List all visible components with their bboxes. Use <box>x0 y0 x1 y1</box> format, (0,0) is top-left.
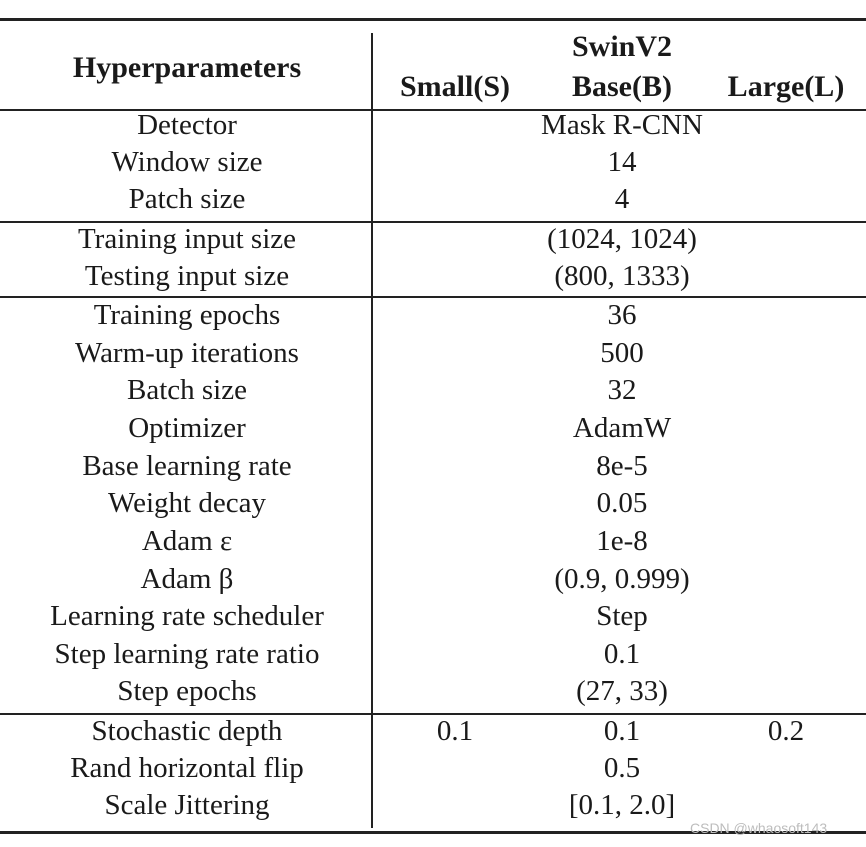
row-value: Mask R-CNN <box>541 109 703 141</box>
row-name: Weight decay <box>108 487 266 519</box>
header-base: Base(B) <box>572 70 672 103</box>
row-value-base: 0.1 <box>603 715 641 747</box>
row-value: [0.1, 2.0] <box>568 789 676 821</box>
row-value: 14 <box>607 146 637 178</box>
watermark: CSDN @whaosoft143 <box>690 820 828 836</box>
row-name: Training epochs <box>93 299 281 331</box>
row-value: Step <box>596 600 648 632</box>
row-name: Stochastic depth <box>91 715 283 747</box>
row-value-small: 0.1 <box>436 715 474 747</box>
row-value: 0.05 <box>596 487 648 519</box>
row-name: Base learning rate <box>82 450 292 482</box>
row-value: 0.5 <box>603 752 641 784</box>
row-value: 4 <box>614 183 630 215</box>
row-name: Patch size <box>128 183 246 215</box>
row-name: Testing input size <box>84 260 290 292</box>
row-name: Step learning rate ratio <box>54 638 320 670</box>
row-name: Learning rate scheduler <box>50 600 324 632</box>
row-name: Window size <box>111 146 263 178</box>
row-value: (27, 33) <box>576 675 668 707</box>
row-value: (0.9, 0.999) <box>554 563 690 595</box>
row-value: AdamW <box>572 412 672 444</box>
row-name: Adam ε <box>141 525 233 557</box>
row-name: Detector <box>137 109 237 141</box>
row-value: (1024, 1024) <box>547 223 697 255</box>
row-name: Training input size <box>77 223 297 255</box>
row-value-large: 0.2 <box>767 715 805 747</box>
column-divider <box>371 33 373 828</box>
row-name: Optimizer <box>128 412 246 444</box>
row-name: Warm-up iterations <box>75 337 299 369</box>
header-hyperparameters: Hyperparameters <box>72 51 302 84</box>
header-rule <box>0 109 866 111</box>
row-value: 36 <box>607 299 637 331</box>
header-small: Small(S) <box>399 70 511 103</box>
row-value: 1e-8 <box>596 525 648 557</box>
table-top-rule <box>0 18 866 21</box>
row-name: Adam β <box>140 563 234 595</box>
header-swinv2: SwinV2 <box>571 30 673 63</box>
row-name: Step epochs <box>117 675 257 707</box>
row-name: Rand horizontal flip <box>70 752 304 784</box>
row-value: 32 <box>607 374 637 406</box>
row-value: 0.1 <box>603 638 641 670</box>
row-name: Batch size <box>127 374 247 406</box>
row-value: 8e-5 <box>596 450 648 482</box>
row-name: Scale Jittering <box>104 789 270 821</box>
header-large: Large(L) <box>727 70 845 103</box>
row-value: (800, 1333) <box>554 260 690 292</box>
row-value: 500 <box>600 337 644 369</box>
